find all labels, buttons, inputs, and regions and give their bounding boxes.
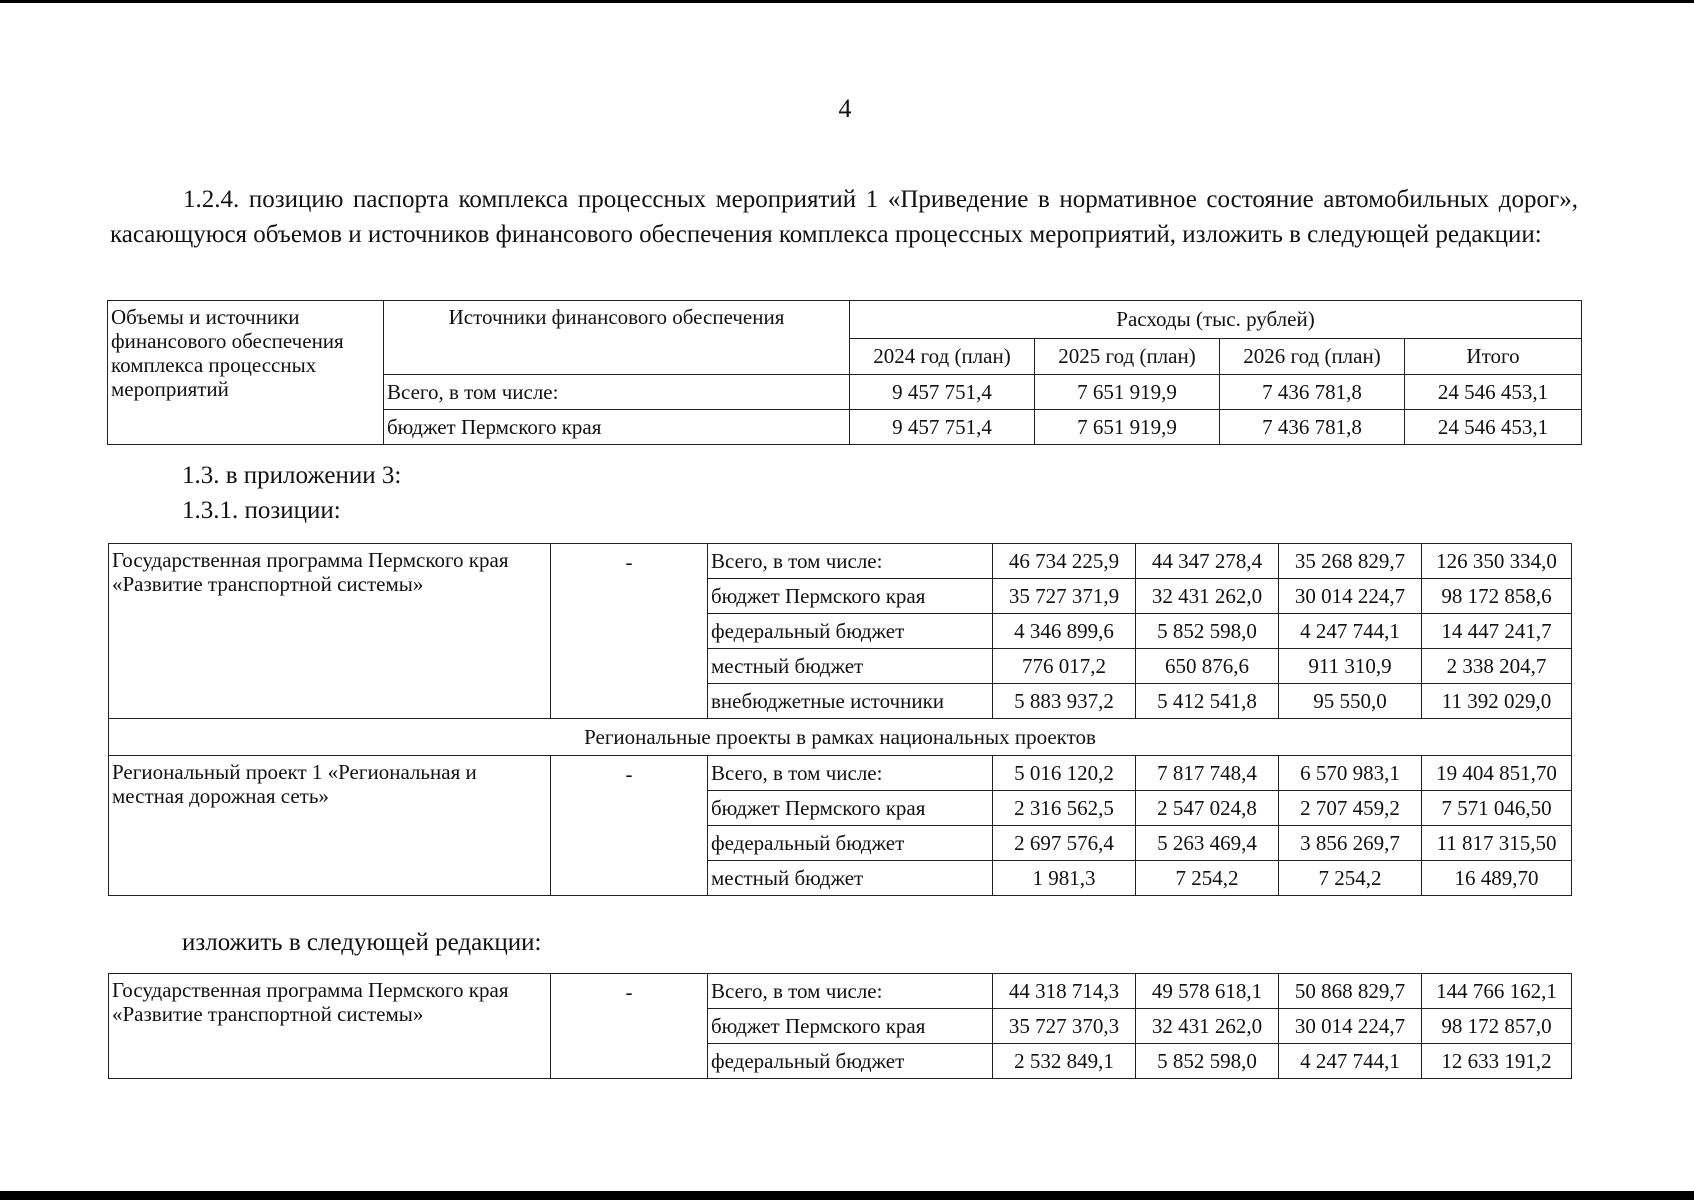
source-name: Всего, в том числе: [708, 544, 993, 579]
table-row [109, 544, 1572, 579]
value-cell: 30 014 224,7 [1279, 579, 1422, 614]
source-name: местный бюджет [708, 649, 993, 684]
source-name: местный бюджет [708, 861, 993, 896]
value-cell: 2 532 849,1 [993, 1044, 1136, 1079]
value-cell: 50 868 829,7 [1279, 974, 1422, 1009]
program-name-cell: Государственная программа Пермского края «Развитие транспортной системы» [109, 974, 551, 1079]
value-cell: 46 734 225,9 [993, 544, 1136, 579]
value-cell: 11 392 029,0 [1422, 684, 1572, 719]
value-cell: 32 431 262,0 [1136, 1009, 1279, 1044]
section-1-3-1: 1.3.1. позиции: [182, 497, 341, 524]
value-cell: 5 883 937,2 [993, 684, 1136, 719]
value-cell: 35 727 370,3 [993, 1009, 1136, 1044]
positions-new-table [108, 973, 1572, 1079]
page-bottom-border [0, 1191, 1694, 1200]
value-cell: 7 651 919,9 [1035, 410, 1220, 445]
value-cell: 30 014 224,7 [1279, 1009, 1422, 1044]
value-cell: 5 412 541,8 [1136, 684, 1279, 719]
value-cell: 4 346 899,6 [993, 614, 1136, 649]
value-cell: 95 550,0 [1279, 684, 1422, 719]
value-cell: 98 172 857,0 [1422, 1009, 1572, 1044]
value-cell: 35 268 829,7 [1279, 544, 1422, 579]
program-name-cell: Государственная программа Пермского края «Развитие транспортной системы» [109, 544, 551, 719]
expenses-header: Расходы (тыс. рублей) [850, 301, 1582, 339]
value-cell: 5 016 120,2 [993, 756, 1136, 791]
column-header-2025: 2025 год (план) [1035, 339, 1220, 375]
sources-header: Источники финансового обеспечения [384, 301, 850, 375]
column-header-2024: 2024 год (план) [850, 339, 1035, 375]
value-cell: 144 766 162,1 [1422, 974, 1572, 1009]
value-cell: 98 172 858,6 [1422, 579, 1572, 614]
value-cell: 5 852 598,0 [1136, 1044, 1279, 1079]
value-cell: 2 697 576,4 [993, 826, 1136, 861]
value-cell: 4 247 744,1 [1279, 614, 1422, 649]
value-cell: 911 310,9 [1279, 649, 1422, 684]
value-cell: 9 457 751,4 [850, 410, 1035, 445]
new-edition-line: изложить в следующей редакции: [182, 929, 542, 956]
value-cell: 16 489,70 [1422, 861, 1572, 896]
value-cell: 5 852 598,0 [1136, 614, 1279, 649]
value-cell: 35 727 371,9 [993, 579, 1136, 614]
value-cell: 7 254,2 [1136, 861, 1279, 896]
value-cell: 24 546 453,1 [1405, 375, 1582, 410]
source-name: федеральный бюджет [708, 1044, 993, 1079]
value-cell: 9 457 751,4 [850, 375, 1035, 410]
passport-finance-table [107, 300, 1582, 445]
value-cell: 2 707 459,2 [1279, 791, 1422, 826]
source-name: Всего, в том числе: [708, 756, 993, 791]
section-title-row: Региональные проекты в рамках национальных проектов [109, 719, 1572, 756]
table-row [109, 756, 1572, 791]
value-cell: 14 447 241,7 [1422, 614, 1572, 649]
source-name: Всего, в том числе: [384, 375, 850, 410]
value-cell: 6 570 983,1 [1279, 756, 1422, 791]
program-dash-cell: - [551, 974, 708, 1079]
source-name: федеральный бюджет [708, 614, 993, 649]
column-header-2026: 2026 год (план) [1220, 339, 1405, 375]
value-cell: 7 651 919,9 [1035, 375, 1220, 410]
project-name-cell: Региональный проект 1 «Региональная и местная дорожная сеть» [109, 756, 551, 896]
value-cell: 2 316 562,5 [993, 791, 1136, 826]
positions-old-table [108, 543, 1572, 896]
value-cell: 3 856 269,7 [1279, 826, 1422, 861]
value-cell: 12 633 191,2 [1422, 1044, 1572, 1079]
passport-label-cell: Объемы и источники финансового обеспечения комплекса процессных мероприятий [108, 301, 384, 445]
value-cell: 126 350 334,0 [1422, 544, 1572, 579]
value-cell: 19 404 851,70 [1422, 756, 1572, 791]
project-dash-cell: - [551, 756, 708, 896]
value-cell: 7 436 781,8 [1220, 375, 1405, 410]
value-cell: 5 263 469,4 [1136, 826, 1279, 861]
table-row [109, 974, 1572, 1009]
value-cell: 44 318 714,3 [993, 974, 1136, 1009]
value-cell: 7 436 781,8 [1220, 410, 1405, 445]
value-cell: 1 981,3 [993, 861, 1136, 896]
source-name: бюджет Пермского края [708, 791, 993, 826]
source-name: внебюджетные источники [708, 684, 993, 719]
column-header-total: Итого [1405, 339, 1582, 375]
value-cell: 44 347 278,4 [1136, 544, 1279, 579]
page-number: 4 [838, 94, 852, 123]
value-cell: 7 254,2 [1279, 861, 1422, 896]
value-cell: 650 876,6 [1136, 649, 1279, 684]
paragraph-1-2-4: 1.2.4. позицию паспорта комплекса процессных мероприятий 1 «Приведение в нормативное состояние автомобильных дорог», касающуюся объемов и источников финансового обеспечения комплекса процессных мероприятий, изложить в следующей редакции: [110, 186, 1578, 248]
value-cell: 7 571 046,50 [1422, 791, 1572, 826]
source-name: бюджет Пермского края [708, 1009, 993, 1044]
value-cell: 7 817 748,4 [1136, 756, 1279, 791]
value-cell: 24 546 453,1 [1405, 410, 1582, 445]
value-cell: 49 578 618,1 [1136, 974, 1279, 1009]
source-name: бюджет Пермского края [384, 410, 850, 445]
page-top-border [0, 0, 1694, 3]
value-cell: 2 547 024,8 [1136, 791, 1279, 826]
value-cell: 776 017,2 [993, 649, 1136, 684]
value-cell: 32 431 262,0 [1136, 579, 1279, 614]
value-cell: 2 338 204,7 [1422, 649, 1572, 684]
source-name: федеральный бюджет [708, 826, 993, 861]
source-name: Всего, в том числе: [708, 974, 993, 1009]
section-1-3: 1.3. в приложении 3: [182, 462, 402, 489]
value-cell: 4 247 744,1 [1279, 1044, 1422, 1079]
value-cell: 11 817 315,50 [1422, 826, 1572, 861]
source-name: бюджет Пермского края [708, 579, 993, 614]
program-dash-cell: - [551, 544, 708, 719]
